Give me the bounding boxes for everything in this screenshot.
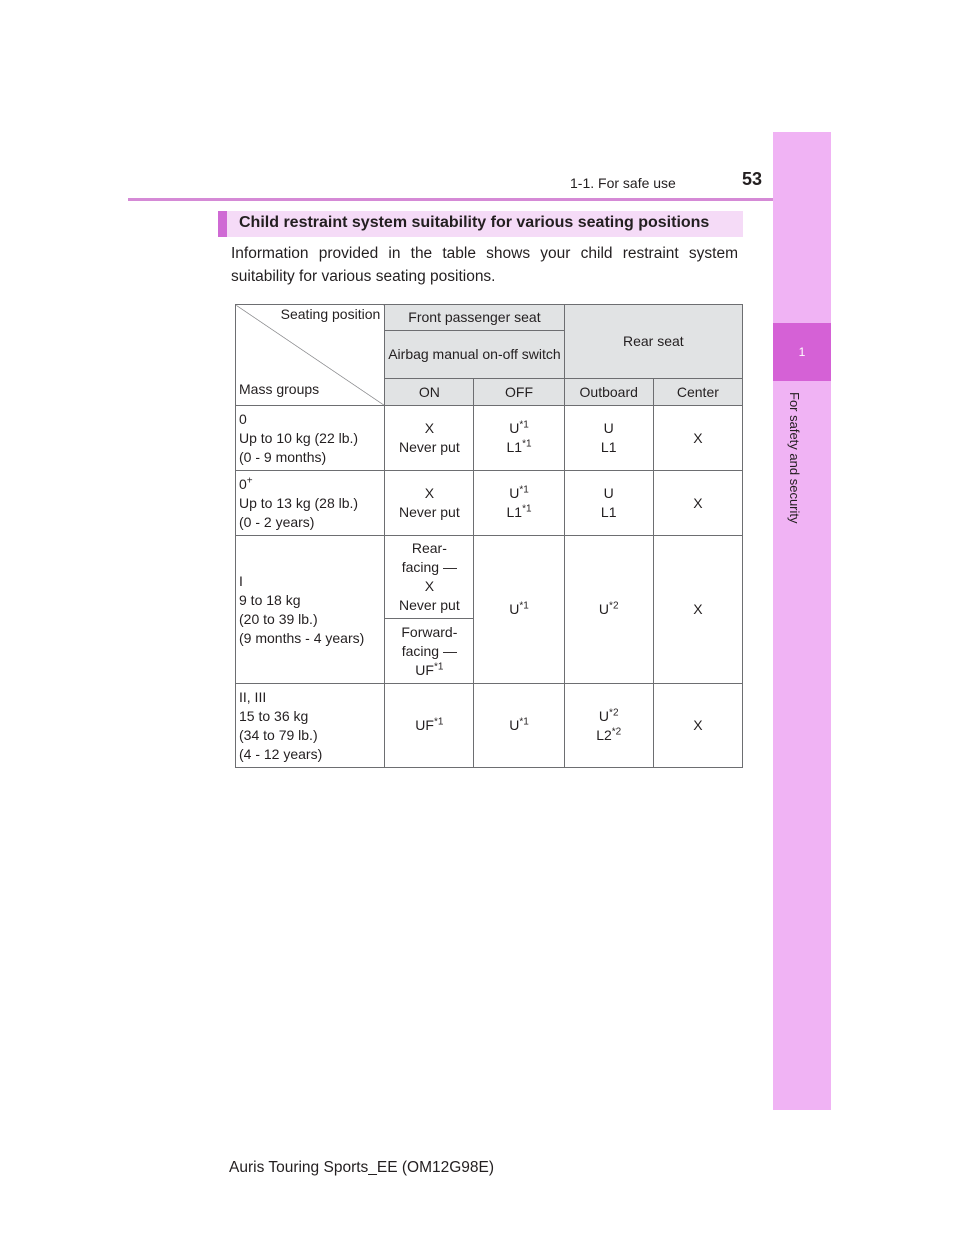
- mass-group-cell: 0+ Up to 13 kg (28 lb.) (0 - 2 years): [236, 471, 385, 536]
- header-on: ON: [385, 379, 474, 406]
- mass-group-cell: II, III 15 to 36 kg (34 to 79 lb.) (4 - 12 years): [236, 684, 385, 768]
- header-section-title: 1-1. For safe use: [570, 175, 676, 191]
- section-title-bar: [218, 211, 743, 237]
- side-tab-chapter-label: For safety and security: [787, 392, 802, 524]
- table-corner-cell: [236, 305, 385, 406]
- center-cell: X: [653, 536, 742, 684]
- on-rear-facing-cell: Rear- facing — X Never put: [385, 536, 474, 619]
- on-cell: X Never put: [385, 406, 474, 471]
- side-chapter-tab: [773, 132, 831, 1110]
- outboard-cell: $U^{*2}$: [564, 536, 653, 684]
- corner-seating-position: Seating position: [280, 306, 381, 322]
- header-rule: [128, 198, 831, 201]
- off-cell: $U^{*1}$: [474, 684, 564, 768]
- section-title: Child restraint system suitability for various seating positions: [239, 214, 710, 231]
- header-front-passenger-seat: Front passenger seat: [385, 305, 564, 331]
- outboard-cell: U L1: [564, 406, 653, 471]
- on-cell: UF$^{*1}$: [385, 684, 474, 768]
- table-row: [236, 471, 743, 536]
- header-center: Center: [653, 379, 742, 406]
- center-cell: X: [653, 684, 742, 768]
- on-cell: X Never put: [385, 471, 474, 536]
- outboard-cell: U L1: [564, 471, 653, 536]
- table-row: [236, 536, 743, 619]
- mass-group-cell: 0 Up to 10 kg (22 lb.) (0 - 9 months): [236, 406, 385, 471]
- mass-group-cell: I 9 to 18 kg (20 to 39 lb.) (9 months - 4 years): [236, 536, 385, 684]
- table-row: [236, 684, 743, 768]
- suitability-table: [235, 304, 743, 768]
- header-outboard: Outboard: [564, 379, 653, 406]
- header-off: OFF: [474, 379, 564, 406]
- header-rear-seat: Rear seat: [564, 305, 742, 379]
- intro-paragraph: Information provided in the table shows your child restraint system suitability for various seating positions.: [231, 245, 738, 285]
- off-cell: $U^{*1}$: [474, 536, 564, 684]
- page-number: 53: [742, 169, 763, 189]
- footer-manual-id: Auris Touring Sports_EE (OM12G98E): [229, 1159, 495, 1176]
- table-row: [236, 406, 743, 471]
- outboard-cell: $U^{*2}$ L2$^{*2}$: [564, 684, 653, 768]
- center-cell: X: [653, 406, 742, 471]
- on-forward-facing-cell: Forward- facing — UF$^{*1}$: [385, 619, 474, 684]
- center-cell: X: [653, 471, 742, 536]
- off-cell: $U^{*1}$ L1$^{*1}$: [474, 471, 564, 536]
- off-cell: $U^{*1}$ L1$^{*1}$: [474, 406, 564, 471]
- corner-mass-groups: Mass groups: [239, 381, 320, 397]
- header-airbag-switch: Airbag manual on-off switch: [385, 331, 564, 379]
- side-tab-chapter-number: 1: [773, 323, 831, 381]
